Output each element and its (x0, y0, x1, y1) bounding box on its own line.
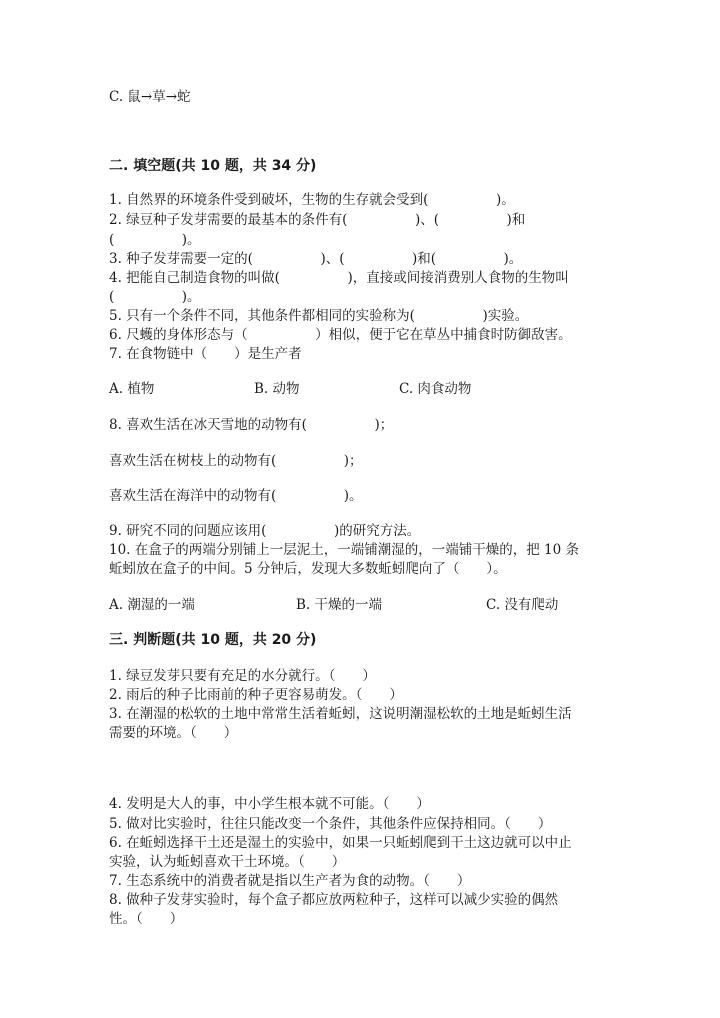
judge-q5: 5. 做对比实验时，往往只能改变一个条件，其他条件应保持相同。（ ） (109, 816, 552, 832)
section-heading-judgement: 三. 判断题(共 10 题，共 20 分) (109, 632, 317, 648)
judge-q3: 3. 在潮湿的松软的土地中常常生活着蚯蚓，这说明潮湿松软的土地是蚯蚓生活 (109, 706, 572, 722)
q10-option-c: C. 没有爬动 (486, 597, 559, 613)
q7-option-c: C. 肉食动物 (399, 381, 472, 397)
option-c-food-chain: C. 鼠→草→蛇 (109, 89, 191, 105)
judge-q2: 2. 雨后的种子比雨前的种子更容易萌发。（ ） (109, 687, 403, 703)
judge-q8-cont: 性。（ ） (109, 911, 184, 927)
q10-option-a: A. 潮湿的一端 (109, 597, 195, 613)
judge-q6-cont: 实验，认为蚯蚓喜欢干土环境。（ ） (109, 854, 346, 870)
fill-q8-line3: 喜欢生活在海洋中的动物有( )。 (109, 488, 363, 504)
fill-q4-cont: ( )。 (109, 289, 201, 305)
fill-q8-line1: 8. 喜欢生活在冰天雪地的动物有( )； (109, 417, 394, 433)
fill-q2: 2. 绿豆种子发芽需要的最基本的条件有( )、( )和 (109, 212, 526, 228)
fill-q3: 3. 种子发芽需要一定的( )、( )和( )。 (109, 251, 523, 267)
q7-option-a: A. 植物 (109, 381, 155, 397)
fill-q7: 7. 在食物链中（ ）是生产者 (109, 346, 302, 362)
q10-option-b: B. 干燥的一端 (296, 597, 383, 613)
fill-q8-line2: 喜欢生活在树枝上的动物有( )； (109, 453, 363, 469)
judge-q8: 8. 做种子发芽实验时，每个盒子都应放两粒种子，这样可以减少实验的偶然 (109, 892, 559, 908)
section-heading-fill-blank: 二. 填空题(共 10 题，共 34 分) (109, 158, 317, 174)
judge-q6: 6. 在蚯蚓选择干土还是湿土的实验中，如果一只蚯蚓爬到干土这边就可以中止 (109, 835, 572, 851)
q7-option-b: B. 动物 (254, 381, 300, 397)
judge-q7: 7. 生态系统中的消费者就是指以生产者为食的动物。（ ） (109, 873, 471, 889)
judge-q3-cont: 需要的环境。（ ） (109, 725, 238, 741)
fill-q10-line2: 蚯蚓放在盒子的中间。5 分钟后，发现大多数蚯蚓爬向了（ ）。 (109, 561, 507, 577)
judge-q4: 4. 发明是大人的事，中小学生根本就不可能。（ ） (109, 796, 430, 812)
fill-q5: 5. 只有一个条件不同，其他条件都相同的实验称为( )实验。 (109, 308, 529, 324)
fill-q6: 6. 尺蠖的身体形态与（ ）相似，便于它在草丛中捕食时防御敌害。 (109, 327, 572, 343)
judge-q1: 1. 绿豆发芽只要有充足的水分就行。（ ） (109, 668, 376, 684)
fill-q2-cont: ( )。 (109, 232, 201, 248)
fill-q4: 4. 把能自己制造食物的叫做( )，直接或间接消费别人食物的生物叫 (109, 270, 569, 286)
fill-q10-line1: 10. 在盒子的两端分别铺上一层泥土，一端铺潮湿的，一端铺干燥的，把 10 条 (109, 542, 580, 558)
fill-q9: 9. 研究不同的问题应该用( )的研究方法。 (109, 523, 421, 539)
fill-q1: 1. 自然界的环境条件受到破坏，生物的生存就会受到( )。 (109, 192, 515, 208)
